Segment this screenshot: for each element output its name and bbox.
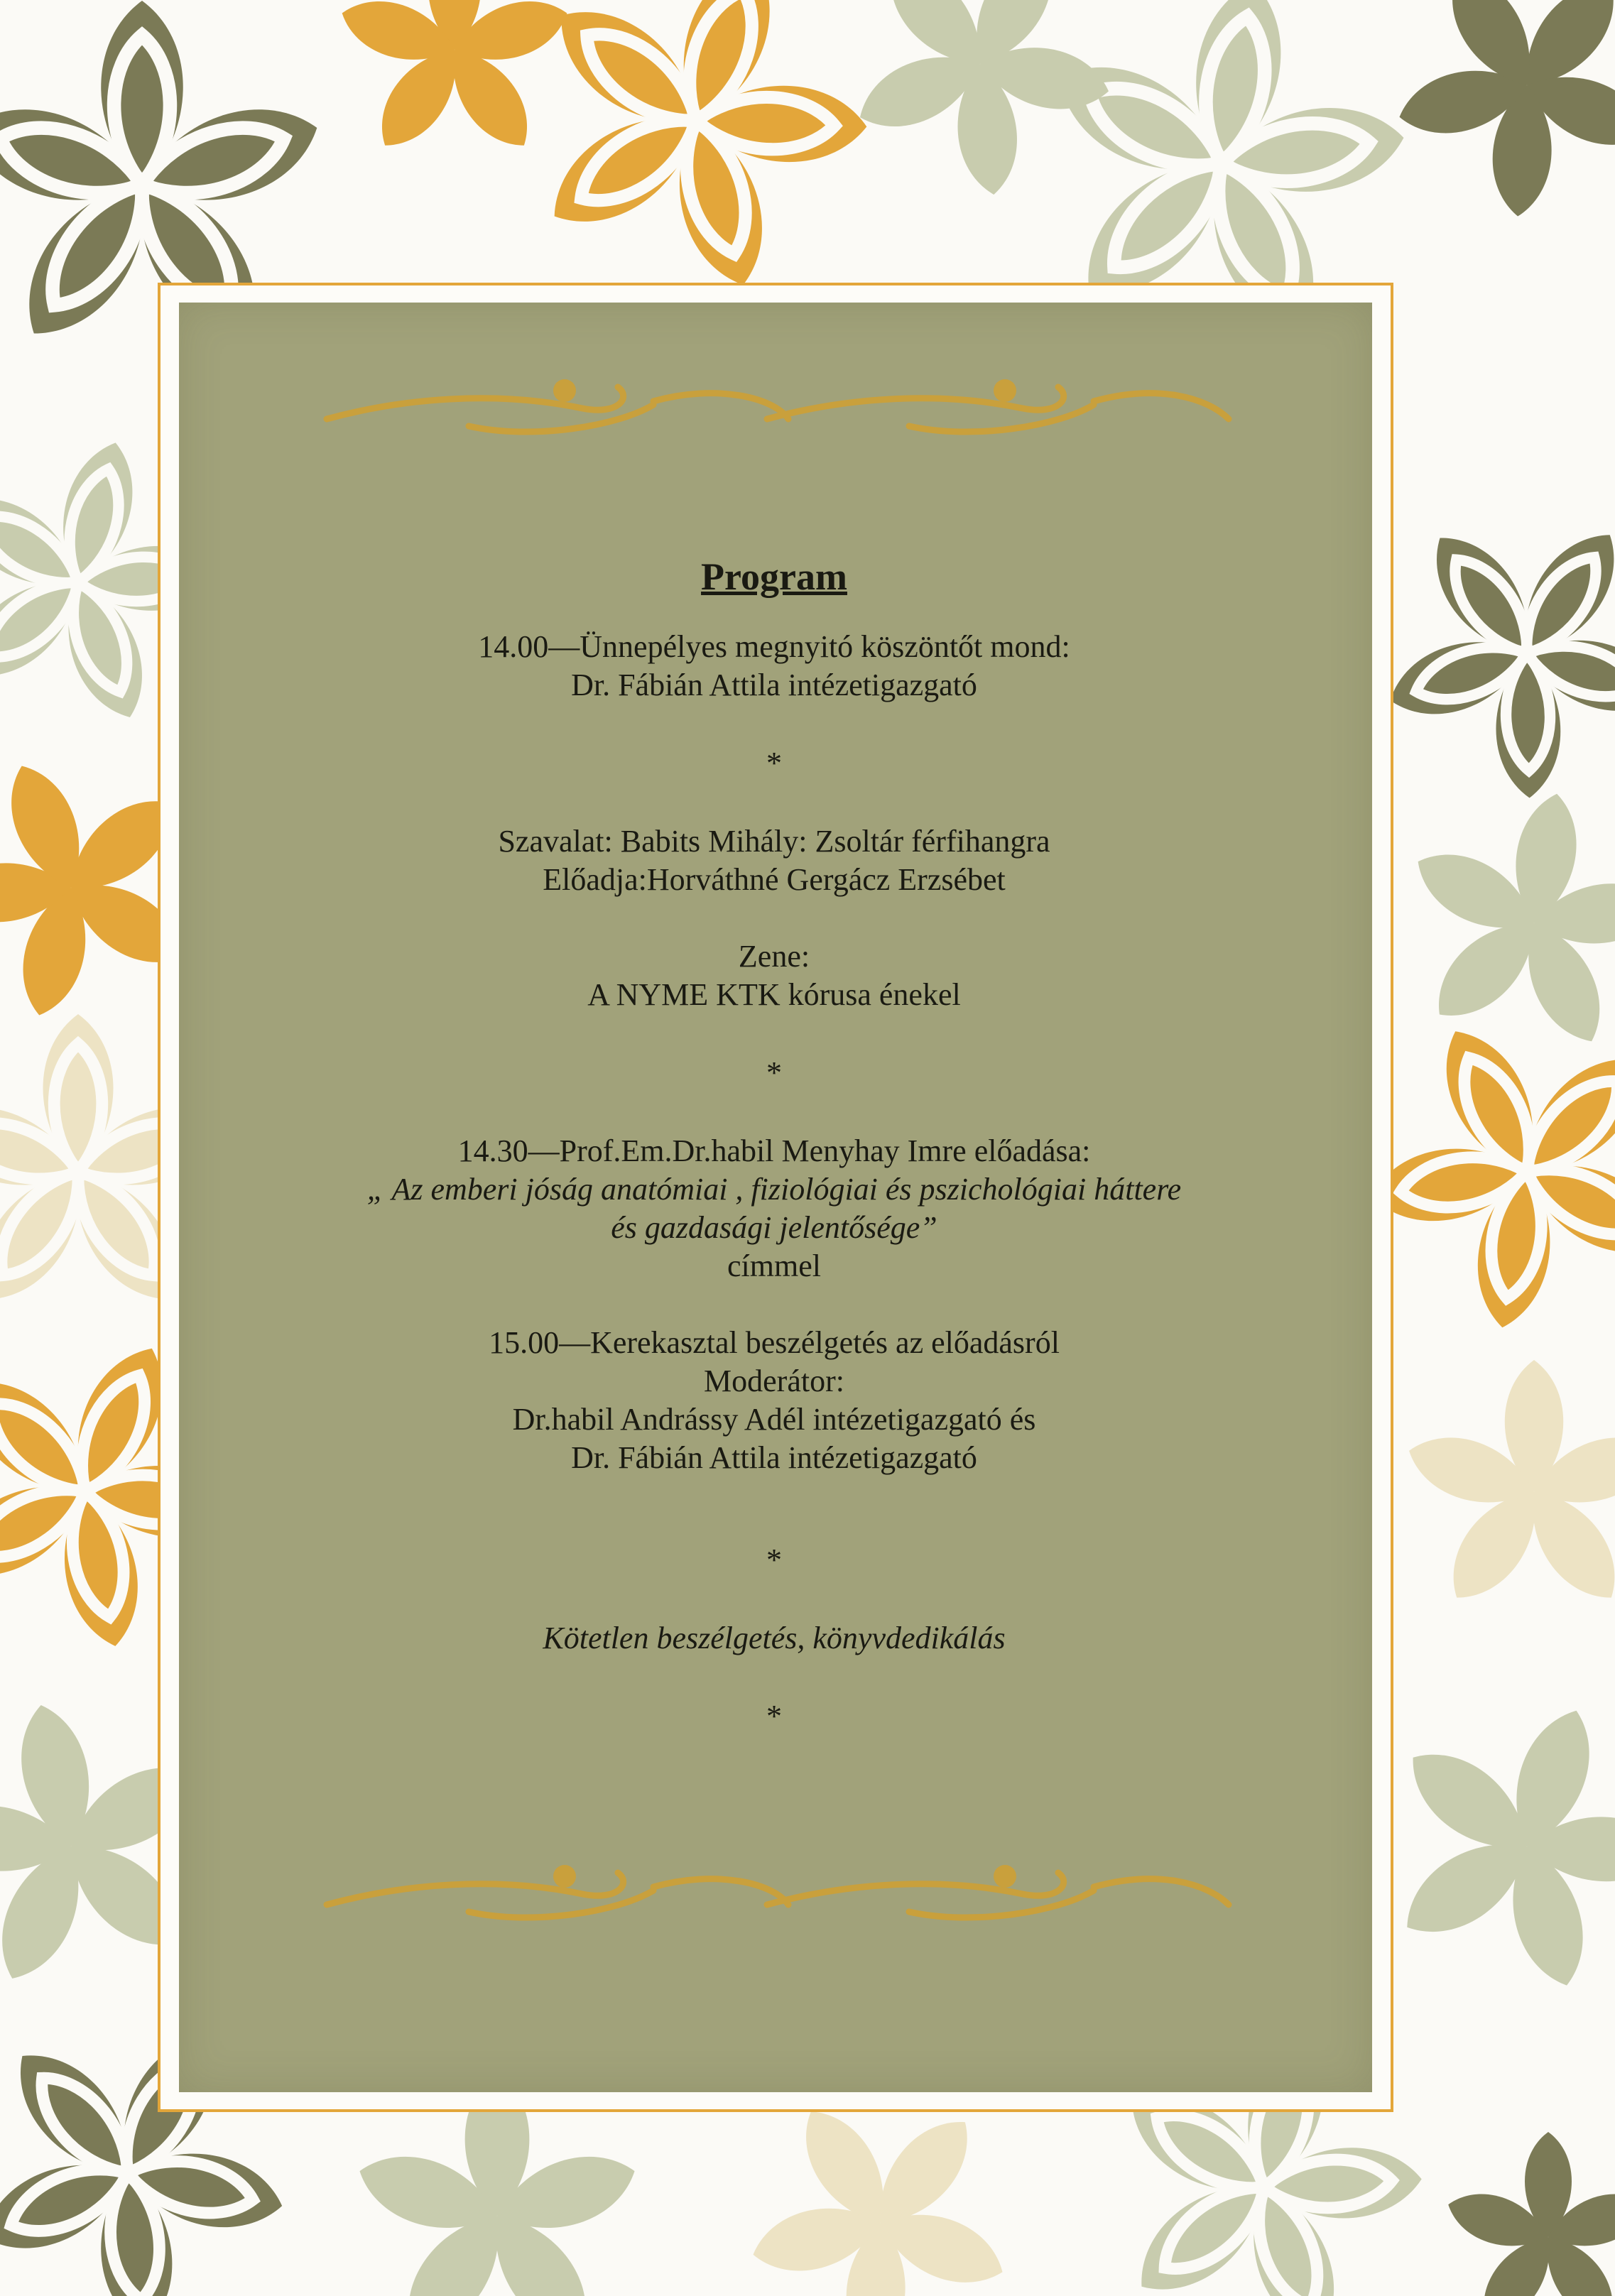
program-content	[213, 554, 1335, 1775]
item5-line3: Dr.habil Andrássy Adél intézetigazgató és	[512, 1402, 1036, 1437]
item3-line2: A NYME KTK kórusa énekel	[587, 977, 961, 1012]
gold-scroll-ornament	[320, 369, 1236, 447]
gold-scroll-ornament-bottom	[320, 1855, 1236, 1933]
item5-line2: Moderátor:	[704, 1364, 844, 1398]
separator-2: *	[766, 1055, 782, 1090]
item5-line1: 15.00—Kerekasztal beszélgetés az előadásról	[489, 1325, 1060, 1360]
separator-3: *	[766, 1543, 782, 1577]
item4-line4: címmel	[727, 1248, 821, 1283]
item4-line2: „ Az emberi jóság anatómiai , fiziológiai és pszichológiai háttere	[366, 1172, 1182, 1207]
item4-line1: 14.30—Prof.Em.Dr.habil Menyhay Imre előadása:	[457, 1133, 1091, 1168]
item4-line3: és gazdasági jelentősége”	[611, 1210, 937, 1245]
item1-line2: Dr. Fábián Attila intézetigazgató	[571, 668, 977, 702]
program-title: Program	[701, 555, 847, 598]
item1-line1: 14.00—Ünnepélyes megnyitó köszöntőt mond:	[478, 629, 1070, 664]
item6-line1: Kötetlen beszélgetés, könyvdedikálás	[543, 1621, 1006, 1655]
item5-line4: Dr. Fábián Attila intézetigazgató	[571, 1440, 977, 1475]
item2-line2: Előadja:Horváthné Gergácz Erzsébet	[543, 862, 1006, 897]
separator-1: *	[766, 746, 782, 780]
item2-line1: Szavalat: Babits Mihály: Zsoltár férfihangra	[498, 824, 1050, 859]
separator-4: *	[766, 1699, 782, 1734]
item3-line1: Zene:	[738, 939, 810, 974]
